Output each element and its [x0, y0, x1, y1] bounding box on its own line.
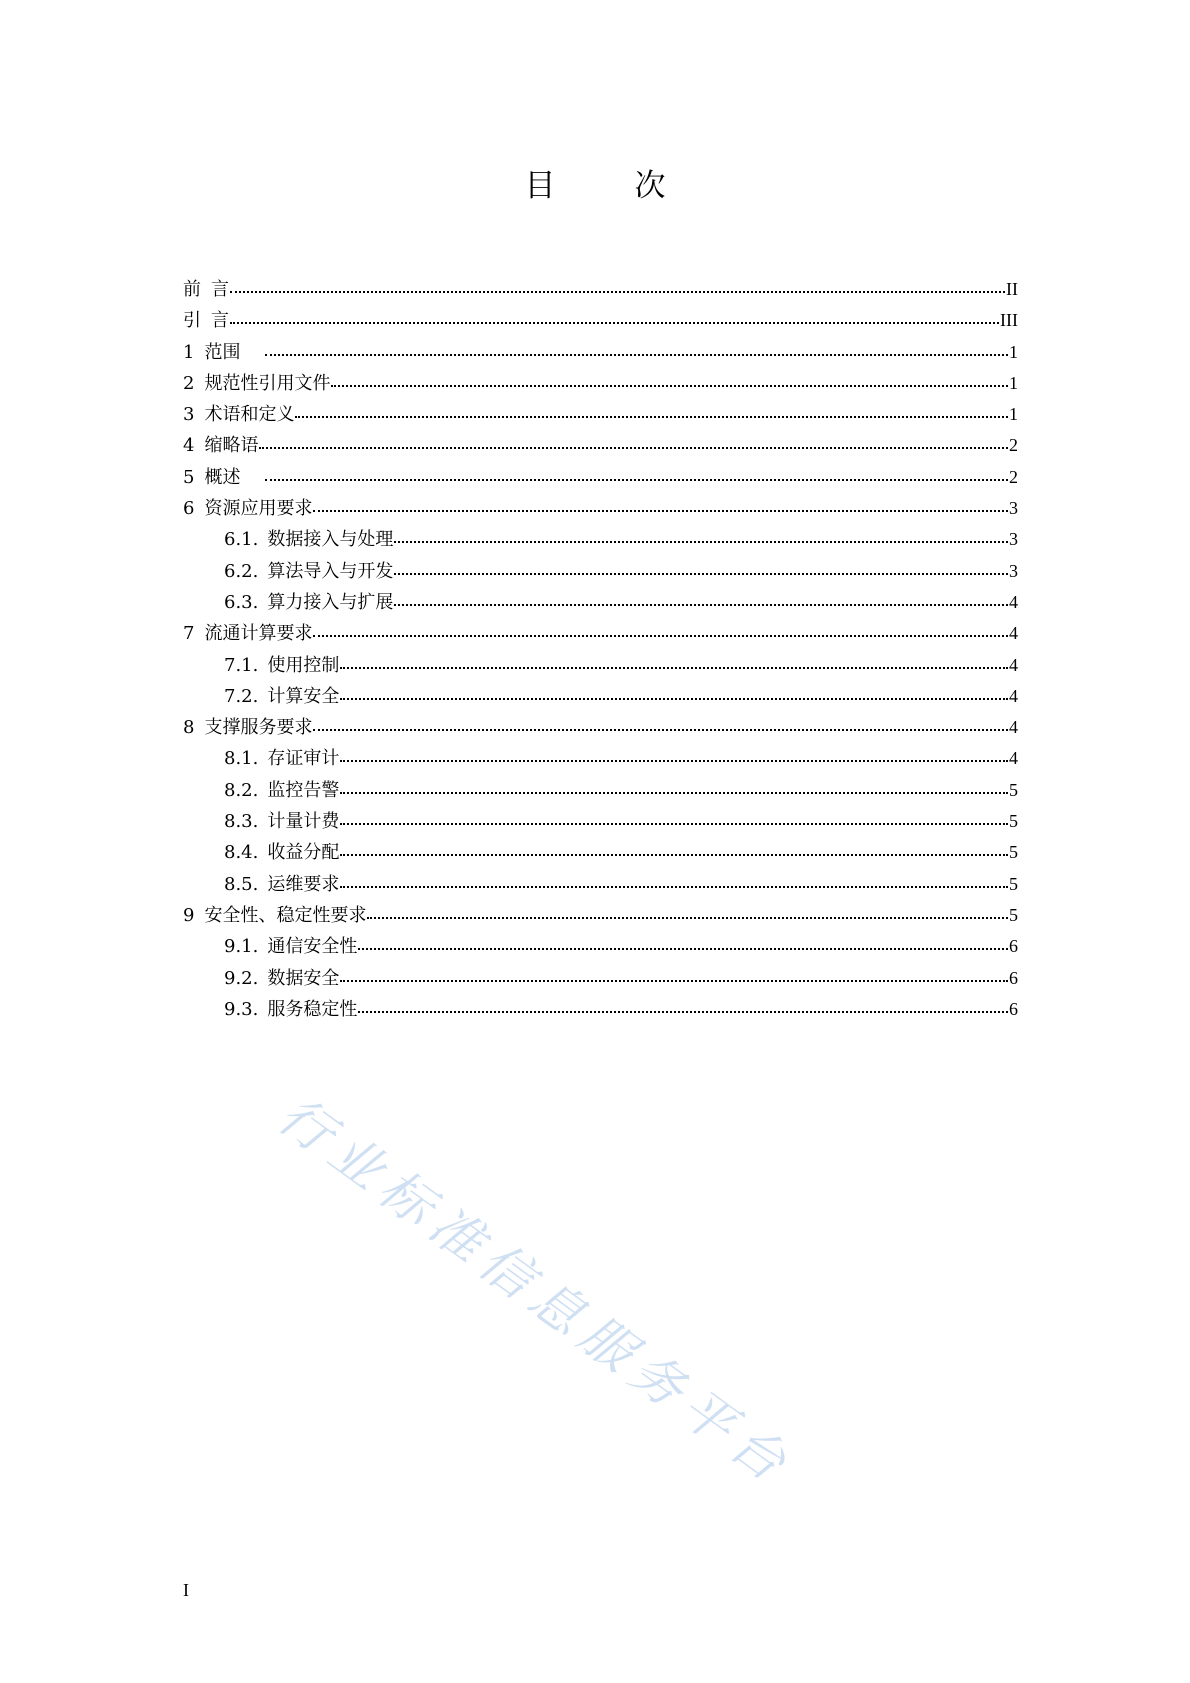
toc-entry[interactable]: [183, 556, 1018, 587]
toc-entry[interactable]: [183, 837, 1018, 868]
toc-entry-label: 言: [211, 279, 229, 300]
toc-dot-leader: [340, 791, 1008, 794]
toc-entry-number: 4: [183, 435, 195, 457]
toc-entry-label: 算力接入与扩展: [267, 591, 394, 613]
toc-entry[interactable]: [183, 743, 1018, 774]
toc-entry-label: 缩略语: [204, 435, 259, 457]
watermark: 行业标准信息服务平台: [267, 1085, 804, 1499]
toc-dot-leader: [340, 853, 1008, 856]
toc-entry-page: 5: [1009, 904, 1018, 925]
toc-entry-number: 引: [183, 310, 201, 332]
toc-entry-number: 8: [183, 717, 195, 739]
toc-entry-page: III: [1000, 310, 1018, 331]
toc-entry-page: 1: [1009, 404, 1018, 425]
toc-dot-leader: [358, 1010, 1008, 1013]
toc-entry-page: 4: [1009, 685, 1018, 706]
toc-entry[interactable]: [183, 430, 1018, 461]
toc-entry-label: 支撑服务要求: [204, 717, 313, 739]
toc-entry[interactable]: [183, 618, 1018, 649]
toc-entry-page: 5: [1009, 842, 1018, 863]
toc-dot-leader: [331, 384, 1008, 387]
toc-dot-leader: [230, 321, 999, 324]
toc-entry[interactable]: [183, 900, 1018, 931]
toc-dot-leader: [394, 603, 1008, 606]
toc-entry[interactable]: [183, 524, 1018, 555]
page-title: 目 次: [524, 168, 690, 204]
toc-entry-number: 8.5.: [224, 873, 259, 895]
toc-entry-number: 7.1.: [224, 654, 259, 676]
toc-entry-number: 6.2.: [224, 560, 259, 582]
toc-entry[interactable]: [183, 994, 1018, 1025]
toc-entry-page: 5: [1009, 873, 1018, 894]
toc-entry-number: 8.1.: [224, 748, 259, 770]
toc-entry-page: 2: [1009, 466, 1018, 487]
toc-entry-label: 安全性、稳定性要求: [204, 904, 367, 926]
toc-entry-number: 9.3.: [224, 998, 259, 1020]
toc-entry-page: 4: [1009, 654, 1018, 675]
toc-dot-leader: [340, 979, 1008, 982]
toc-entry[interactable]: [183, 587, 1018, 618]
toc-entry-page: 5: [1009, 779, 1018, 800]
toc-dot-leader: [230, 290, 1005, 293]
toc-dot-leader: [394, 572, 1008, 575]
toc-dot-leader: [367, 916, 1008, 919]
toc-entry-number: 6.1.: [224, 529, 259, 551]
toc-dot-leader: [340, 666, 1008, 669]
toc-entry-page: 4: [1009, 748, 1018, 769]
toc-entry-label: 算法导入与开发: [267, 560, 394, 582]
toc-entry-page: 4: [1009, 717, 1018, 738]
toc-entry-page: 1: [1009, 372, 1018, 393]
toc-entry[interactable]: [183, 337, 1018, 368]
toc-entry-page: 6: [1009, 998, 1018, 1019]
toc-entry-page: 3: [1009, 560, 1018, 581]
toc-entry[interactable]: [183, 869, 1018, 900]
toc-entry-label: 通信安全性: [267, 936, 358, 958]
toc-entry[interactable]: [183, 806, 1018, 837]
toc-entry-number: 9.1.: [224, 936, 259, 958]
toc-entry-label: 监控告警: [267, 779, 340, 801]
toc-entry-label: 概述: [204, 466, 241, 488]
toc-dot-leader: [295, 415, 1008, 418]
toc-entry-label: 计算安全: [267, 685, 340, 707]
toc-dot-leader: [340, 697, 1008, 700]
toc-entry-number: 5: [183, 466, 195, 488]
toc-entry[interactable]: [183, 274, 1018, 305]
toc-entry-number: 6: [183, 498, 195, 520]
toc-entry[interactable]: [183, 931, 1018, 962]
toc-entry[interactable]: [183, 368, 1018, 399]
toc-entry[interactable]: [183, 963, 1018, 994]
toc-entry-label: 收益分配: [267, 842, 340, 864]
toc-entry-page: 1: [1009, 341, 1018, 362]
toc-entry-label: 运维要求: [267, 873, 340, 895]
toc-entry-page: 5: [1009, 811, 1018, 832]
toc-entry-number: 7.2.: [224, 685, 259, 707]
toc-entry-number: 3: [183, 404, 195, 426]
toc-entry-page: 3: [1009, 529, 1018, 550]
table-of-contents: [183, 274, 1018, 1025]
toc-dot-leader: [313, 509, 1008, 512]
toc-entry-page: II: [1006, 279, 1018, 299]
toc-entry-number: 前: [183, 279, 201, 300]
toc-entry[interactable]: [183, 681, 1018, 712]
footer-page-number: I: [183, 1580, 189, 1600]
toc-entry-label: 言: [211, 310, 229, 332]
toc-entry[interactable]: [183, 399, 1018, 430]
toc-entry-page: 4: [1009, 591, 1018, 612]
toc-entry[interactable]: [183, 712, 1018, 743]
toc-entry[interactable]: [183, 650, 1018, 681]
toc-entry-page: 2: [1009, 435, 1018, 456]
toc-dot-leader: [358, 947, 1008, 950]
toc-entry-number: 8.3.: [224, 811, 259, 833]
toc-entry-number: 1: [183, 341, 195, 363]
toc-entry-label: 服务稳定性: [267, 998, 358, 1020]
toc-entry-label: 数据接入与处理: [267, 529, 394, 551]
toc-dot-leader: [265, 478, 1008, 481]
toc-entry-label: 术语和定义: [204, 404, 295, 426]
toc-entry-label: 使用控制: [267, 654, 340, 676]
toc-entry-number: 9.2.: [224, 967, 259, 989]
toc-entry-label: 资源应用要求: [204, 498, 313, 520]
toc-dot-leader: [265, 353, 1008, 356]
toc-entry-number: 9: [183, 904, 195, 926]
toc-entry-number: 2: [183, 372, 195, 394]
toc-entry-label: 数据安全: [267, 967, 340, 989]
toc-dot-leader: [340, 759, 1008, 762]
toc-dot-leader: [259, 446, 1008, 449]
toc-dot-leader: [313, 728, 1008, 731]
toc-entry-page: 4: [1009, 623, 1018, 644]
toc-entry-number: 8.2.: [224, 779, 259, 801]
toc-entry-number: 8.4.: [224, 842, 259, 864]
toc-entry-label: 规范性引用文件: [204, 372, 331, 394]
toc-entry[interactable]: [183, 305, 1018, 336]
toc-entry[interactable]: [183, 462, 1018, 493]
toc-dot-leader: [340, 822, 1008, 825]
toc-dot-leader: [313, 634, 1008, 637]
toc-entry[interactable]: [183, 493, 1018, 524]
toc-entry-page: 6: [1009, 967, 1018, 988]
toc-entry-label: 流通计算要求: [204, 623, 313, 645]
toc-entry[interactable]: [183, 775, 1018, 806]
toc-entry-page: 3: [1009, 498, 1018, 519]
toc-entry-number: 7: [183, 623, 195, 645]
toc-entry-page: 6: [1009, 936, 1018, 957]
toc-entry-label: 存证审计: [267, 748, 340, 770]
toc-entry-label: 范围: [204, 341, 241, 363]
toc-dot-leader: [394, 540, 1008, 543]
toc-dot-leader: [340, 885, 1008, 888]
toc-entry-number: 6.3.: [224, 591, 259, 613]
toc-entry-label: 计量计费: [267, 811, 340, 833]
